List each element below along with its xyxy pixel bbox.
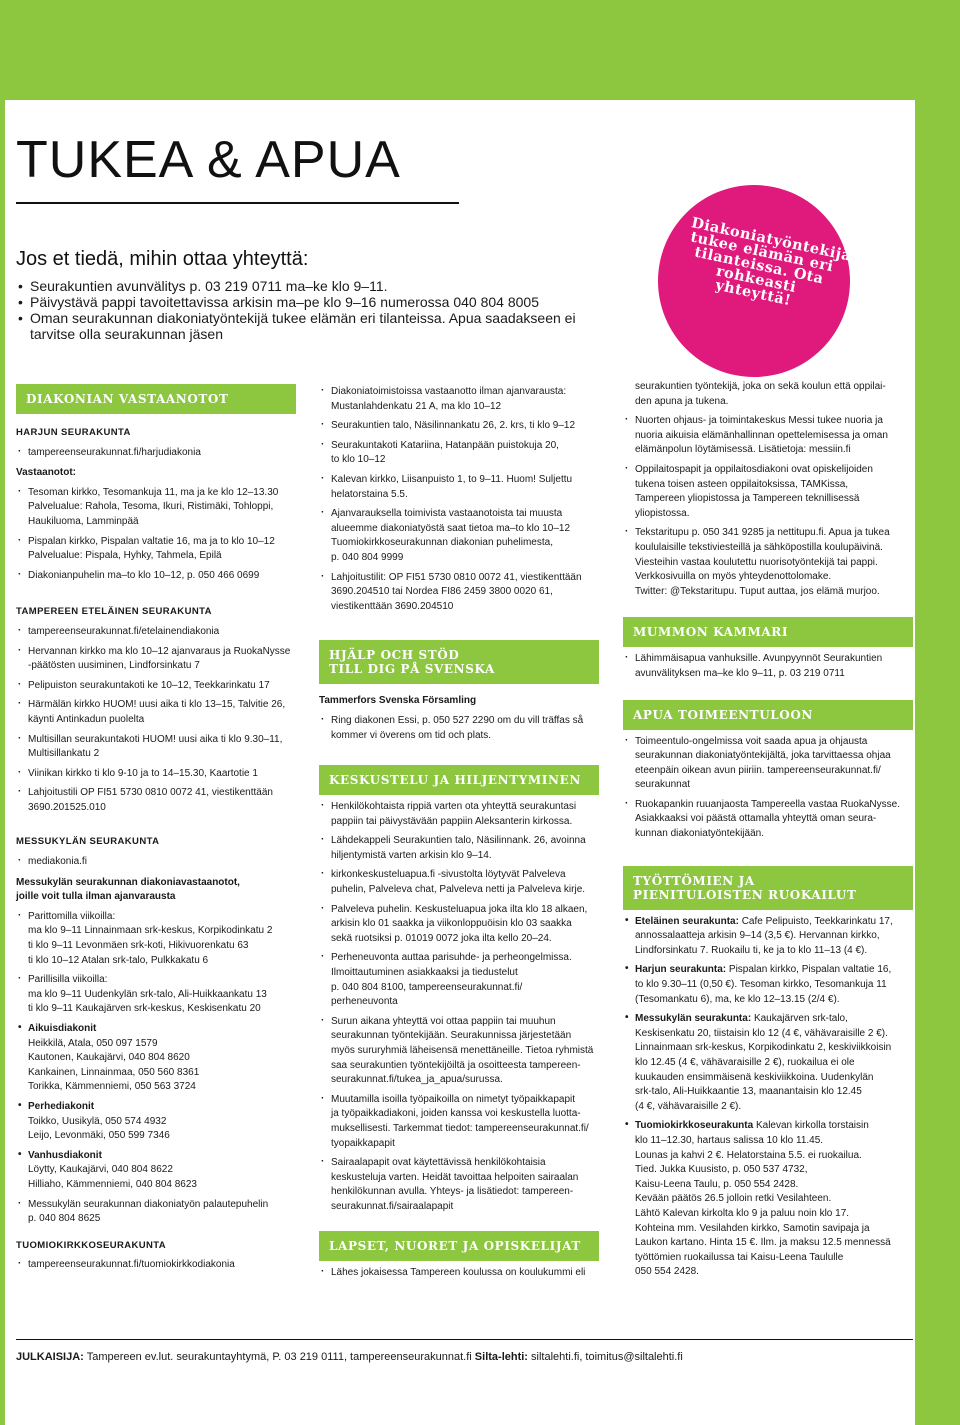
item-heading: Messukylän seurakunta:: [635, 1013, 752, 1025]
vanhusdiakonit-contacts: Löytty, Kaukajärvi, 040 804 8622 Hilliaho, Kämmenniemi, 040 804 8623: [28, 1164, 197, 1190]
list-item-aikuisdiakonit: [16, 1022, 296, 1095]
list-item: · Tesoman kirkko, Tesomankuja 11, ma ja ke klo 12–13.30 Palvelualue: Rahola, Tesoma, Ikuri, Ristimäki, Tohloppi, Haukiluoma, Lamminpää: [16, 486, 296, 530]
intro-item: • Seurakuntien avunvälitys p. 03 219 0711 ma–ke klo 9–11.: [16, 278, 616, 294]
svenska-heading: Tammerfors Svenska Församling: [319, 695, 477, 707]
list-item: · Nuorten ohjaus- ja toimintakeskus Messi tukee nuoria ja nuoria aikuisia elämänhallinnan opettelemisessa ja oman elämänpolun löytämisessä. Lisätietoja: messiin.fi: [623, 414, 913, 458]
list-item: · Lahjoitustili OP FI51 5730 0810 0072 41, viestikenttään 3690.201525.010: [16, 786, 296, 815]
page-subtitle: Jos et tiedä, mihin ottaa yhteyttä:: [16, 248, 309, 270]
messukyla-label: Messukylän seurakunnan diakoniavastaanotot, joille voit tulla ilman ajanvarausta: [16, 876, 240, 903]
heading-messukyla: MESSUKYLÄN SEURAKUNTA: [16, 836, 160, 848]
list-item: · Parillisilla viikoilla: ma klo 9–11 Uudenkylän srk-talo, Ali-Huikkaankatu 13 ti klo 9–11 Kaukajärven srk-keskus, Keskisenkatu 20: [16, 973, 296, 1017]
intro-list: [16, 278, 616, 342]
list-item: · Diakonianpuhelin ma–to klo 10–12, p. 050 466 0699: [16, 569, 296, 584]
list-item: · Seurakuntakoti Katariina, Hatanpään puistokuja 20, to klo 10–12: [319, 439, 599, 468]
list-item: · Oppilaitospapit ja oppilaitosdiakoni ovat opiskelijoiden tukena toisen asteen oppilaitoksissa, TAMKissa, Tampereen yliopistossa ja Tampereen teknillisessä yliopistossa.: [623, 463, 913, 521]
column-right: [623, 380, 913, 1280]
lapset-list: [319, 1266, 599, 1281]
item-heading: Harjun seurakunta:: [635, 964, 727, 976]
list-item: · Multisillan seurakuntakoti HUOM! uusi aika ti klo 9.30–11, Multisillankatu 2: [16, 733, 296, 762]
footer: [16, 1351, 916, 1363]
messukyla-link[interactable]: · mediakonia.fi: [16, 855, 296, 870]
footer-divider: [16, 1339, 913, 1340]
list-item: · Messukylän seurakunnan diakoniatyön palautepuhelin p. 040 804 8625: [16, 1198, 296, 1227]
list-item: · Härmälän kirkko HUOM! uusi aika ti klo 13–15, Talvitie 26, käynti Antinkadun puolelta: [16, 698, 296, 727]
harjun-list: [16, 486, 296, 584]
list-item: · kirkonkeskusteluapua.fi -sivustolta löytyvät Palveleva puhelin, Palveleva chat, Palveleva netti ja Palveleva kirje.: [319, 868, 599, 897]
section-band-mummon: MUMMON KAMMARI: [623, 617, 913, 647]
list-item: [623, 915, 913, 959]
section-band-keskustelu: KESKUSTELU JA HILJENTYMINEN: [319, 765, 599, 795]
heading-etelainen: TAMPEREEN ETELÄINEN SEURAKUNTA: [16, 606, 212, 618]
section-band-tyottomien: TYÖTTÖMIEN JA PIENITULOISTEN RUOKAILUT: [623, 866, 913, 910]
pink-badge: [658, 185, 853, 377]
section-band-diakonian-vastaanotot: DIAKONIAN VASTAANOTOT: [16, 384, 296, 414]
list-item: · Ring diakonen Essi, p. 050 527 2290 om du vill träffas så kommer vi överens om tid och plats.: [319, 714, 599, 743]
list-item: · Kalevan kirkko, Liisanpuisto 1, to 9–11. Huom! Suljettu helatorstaina 5.5.: [319, 473, 599, 502]
page-title: TUKEA & APUA: [16, 131, 401, 189]
list-item-perhediakonit: [16, 1100, 296, 1144]
list-item: [623, 1119, 913, 1280]
list-item: · Viinikan kirkko ti klo 9-10 ja to 14–15.30, Kaartotie 1: [16, 767, 296, 782]
lapset-continued: seurakuntien työntekijä, joka on sekä koulun että oppilai- den apuna ja tukena.: [635, 381, 886, 407]
heading-harjun: HARJUN SEURAKUNTA: [16, 427, 131, 438]
list-item: · Lahjoitustilit: OP FI51 5730 0810 0072 41, viestikenttään 3690.204510 tai Nordea FI86 2459 3800 0020 61, viestikenttään 3690.204510: [319, 571, 599, 615]
list-item: · Perheneuvonta auttaa parisuhde- ja perheongelmissa. Ilmoittautuminen asiakkaaksi ja tiedustelut p. 040 804 8100, tampereenseurakunnat.fi/ perheneuvonta: [319, 951, 599, 1009]
lapset-more-list: [623, 414, 913, 599]
badge-text: Diakoniatyöntekijä tukee elämän eri tilanteissa. Ota rohkeasti yhteyttä!: [689, 214, 853, 310]
item-heading: Eteläinen seurakunta:: [635, 915, 739, 927]
etelainen-list: [16, 625, 296, 816]
messukyla-list: [16, 910, 296, 1227]
list-item: · Parittomilla viikoilla: ma klo 9–11 Linnainmaan srk-keskus, Korpikodinkatu 2 ti klo 9–11 Levonmäen srk-koti, Hikivuorenkatu 63 ti klo 10–12 Atalan srk-talo, Pulkkakatu 6: [16, 910, 296, 968]
section-band-apua: APUA TOIMEENTULOON: [623, 700, 913, 730]
item-text: Pispalan kirkko, Pispalan valtatie 16, to klo 9.30–11 (0,50 €). Tesoman kirkko, Tesomankuja 11 (Tesomankatu 6), ma, ke klo 12–13.15 (2/4 €).: [635, 964, 892, 1005]
list-item: · Hervannan kirkko ma klo 10–12 ajanvaraus ja RuokaNysse -päätösten uusiminen, Lindforsinkatu 7: [16, 645, 296, 674]
list-item: · Tekstaritupu p. 050 341 9285 ja nettitupu.fi. Apua ja tukea koululaisille tekstiviesteillä ja sähköpostilla koulupäivinä. Viesteihin vastaa koulutettu nuorisotyöntekijä tai pappi. Verkkosivuilla on myös yhteydenottolomake. Twitter: @Tekstaritupu. Tuput auttaa, jos elämä murjoo.: [623, 526, 913, 599]
tuomiokirkko-continued-list: [319, 385, 599, 614]
intro-item: • Päivystävä pappi tavoitettavissa arkisin ma–pe klo 9–16 numerossa 040 804 8005: [16, 294, 616, 310]
list-item: · Diakoniatoimistoissa vastaanotto ilman ajanvarausta: Mustanlahdenkatu 21 A, ma klo 10–12: [319, 385, 599, 414]
perhediakonit-contacts: Toikko, Uusikylä, 050 574 4932 Leijo, Levonmäki, 050 599 7346: [28, 1115, 170, 1142]
list-item: · Lähdekappeli Seurakuntien talo, Näsilinnank. 26, avoinna hiljentymistä varten arkisin klo 9–14.: [319, 834, 599, 863]
list-item: · Sairaalapapit ovat käytettävissä henkilökohtaisia keskusteluja varten. Heidät tavoittaa helpoiten sairaalan henkilökunnan avulla. Yhteys- ja lisätiedot: tampereen- seurakunnat.fi/sairaalapapit: [319, 1156, 599, 1214]
title-underline: [16, 202, 459, 204]
aikuisdiakonit-title: Aikuisdiakonit: [28, 1023, 97, 1034]
vanhusdiakonit-title: Vanhusdiakonit: [28, 1149, 102, 1161]
item-text: Cafe Pelipuisto, Teekkarinkatu 17, annossalaatteja arkisin 9–14 (3,5 €). Hervannan kirkko, Lindforsinkatu 7. Ruokailu ti, ke ja to klo 11–13 (4 €).: [635, 915, 893, 956]
mummon-list: [623, 652, 913, 681]
item-heading: Tuomiokirkkoseurakunta: [635, 1120, 754, 1132]
apua-list: [623, 735, 913, 842]
list-item: · Toimeentulo-ongelmissa voit saada apua ja ohjausta seurakunnan diakoniatyöntekijältä, joka tarvittaessa ohjaa eteenpäin oikean avun piiriin. tampereenseurakunnat.fi/ seurakunnat: [623, 735, 913, 793]
list-item: [623, 1012, 913, 1114]
list-item: · Lähimmäisapua vanhuksille. Avunpyynnöt Seurakuntien avunvälityksen ma–ke klo 9–11, p. 03 219 0711: [623, 652, 913, 681]
item-text: Kalevan kirkolla torstaisin klo 11–12.30, hartaus salissa 10 klo 11.45. Lounas ja kahvi 2 €. Helatorstaina 5.5. ei ruokailua. Tied. Jukka Kuusisto, p. 050 537 4732, Kaisu-Leena Taulu, p. 050 554 2428. Kevään päätös 26.5 jolloin retki Vesilahteen. Lähtö Kalevan kirkolta klo 9 ja paluu noin klo 17. Kohteina mm. Vesilahden kirkko, Samotin savipaja ja Laukon kartano. Hinta 15 €. Ilm. ja maksu 12.5 mennessä työttömien ruokailussa tai Kaisu-Leena Taululle 050 554 2428.: [635, 1120, 891, 1278]
list-item: · Pispalan kirkko, Pispalan valtatie 16, ma ja to klo 10–12 Palvelualue: Pispala, Hyhky, Tahmela, Epilä: [16, 535, 296, 564]
column-diakonia: [16, 384, 296, 1273]
list-item: · Henkilökohtaista rippiä varten ota yhteyttä seurakuntasi pappiin tai päivystävään pappiin Aleksanterin kirkossa.: [319, 800, 599, 829]
messukyla-link-list: [16, 855, 296, 870]
list-item: · Seurakuntien talo, Näsilinnankatu 26, 2. krs, ti klo 9–12: [319, 419, 599, 434]
list-item: · Muutamilla isoilla työpaikoilla on nimetyt työpaikkapapit ja työpaikkadiakoni, joiden kanssa voi keskustella luotta- muksellisesti. Tarkemmat tiedot: tampereenseurakunnat.fi/ tyopaikkapapit: [319, 1093, 599, 1151]
list-item: · Ruokapankin ruuanjaosta Tampereella vastaa RuokaNysse. Asiakkaaksi voi päästä ottamalla yhteyttä oman seura- kunnan diakoniatyöntekijään.: [623, 798, 913, 842]
item-text: Kaukajärven srk-talo, Keskisenkatu 20, tiistaisin klo 12 (4 €, vähävaraisille 2 €). Linnainmaan srk-keskus, Korpikodinkatu 2, keskiviikkoisin klo 12.45 (4 €, vähävaraisille 2 €), ruokailua ei ole kuukauden ensimmäisenä keskiviikkoina. Uudenkylän srk-talo, Ali-Huikkaantie 13, maanantaisin klo 12.45 (4 €, vähävaraisille 2 €).: [635, 1013, 892, 1112]
list-item: · Ajanvarauksella toimivista vastaanotoista tai muusta alueemme diakoniatyöstä saat tietoa ma–to klo 10–12 Tuomiokirkkoseurakunnan diakonian puhelimesta, p. 040 804 9999: [319, 507, 599, 565]
list-item: · Lähes jokaisessa Tampereen koulussa on koulukummi eli: [319, 1266, 599, 1281]
footer-julkaisija: Tampereen ev.lut. seurakuntayhtymä, P. 03 219 0111, tampereenseurakunnat.fi: [83, 1351, 475, 1363]
section-band-svenska: HJÄLP OCH STÖD TILL DIG PÅ SVENSKA: [319, 640, 599, 684]
page-sheet: [5, 100, 915, 1425]
perhediakonit-title: Perhediakonit: [28, 1100, 95, 1112]
tuomiokirkko-link[interactable]: · tampereenseurakunnat.fi/tuomiokirkkodiakonia: [16, 1258, 296, 1273]
harjun-link[interactable]: · tampereenseurakunnat.fi/harjudiakonia: [16, 446, 296, 461]
list-item: [623, 963, 913, 1007]
section-band-lapset: LAPSET, NUORET JA OPISKELIJAT: [319, 1231, 599, 1261]
column-middle: [319, 380, 599, 1280]
svenska-list: [319, 714, 599, 743]
footer-silta: siltalehti.fi, toimitus@siltalehti.fi: [527, 1351, 683, 1363]
list-item[interactable]: · tampereenseurakunnat.fi/etelainendiakonia: [16, 625, 296, 640]
footer-silta-label: Silta-lehti:: [474, 1351, 528, 1363]
footer-julkaisija-label: JULKAISIJA:: [16, 1351, 84, 1363]
keskustelu-list: [319, 800, 599, 1214]
harjun-label: Vastaanotot:: [16, 467, 77, 479]
list-item: · Pelipuiston seurakuntakoti ke 10–12, Teekkarinkatu 17: [16, 679, 296, 694]
aikuisdiakonit-contacts: Heikkilä, Atala, 050 097 1579 Kautonen, Kaukajärvi, 040 804 8620 Kankainen, Linnainmaa, 050 560 8361 Torikka, Kämmenniemi, 050 563 3724: [28, 1037, 200, 1093]
tuomiokirkko-list: [16, 1258, 296, 1273]
list-item: · Palveleva puhelin. Keskusteluapua joka ilta klo 18 alkaen, arkisin klo 01 saakka ja viikonloppuöisin klo 03 saakka sekä ruotsiksi p. 01019 0072 joka ilta kello 20–24.: [319, 903, 599, 947]
list-item-vanhusdiakonit: [16, 1149, 296, 1193]
tyottomien-list: [623, 915, 913, 1280]
intro-item: • Oman seurakunnan diakoniatyöntekijä tukee elämän eri tilanteissa. Apua saadakseen ei tarvitse olla seurakunnan jäsen: [16, 310, 616, 342]
heading-tuomiokirkko: TUOMIOKIRKKOSEURAKUNTA: [16, 1239, 167, 1251]
list-item: · Surun aikana yhteyttä voi ottaa pappiin tai muuhun seurakunnan työntekijään. Seurakunnissa järjestetään myös sururyhmiä läheisensä menettäneille. Tietoa ryhmistä saa seurakuntien työntekijöiltä ja osoitteesta tampereen- seurakunnat.fi/tukea_ja_apua/surussa.: [319, 1015, 599, 1088]
harjun-link-list: [16, 446, 296, 461]
